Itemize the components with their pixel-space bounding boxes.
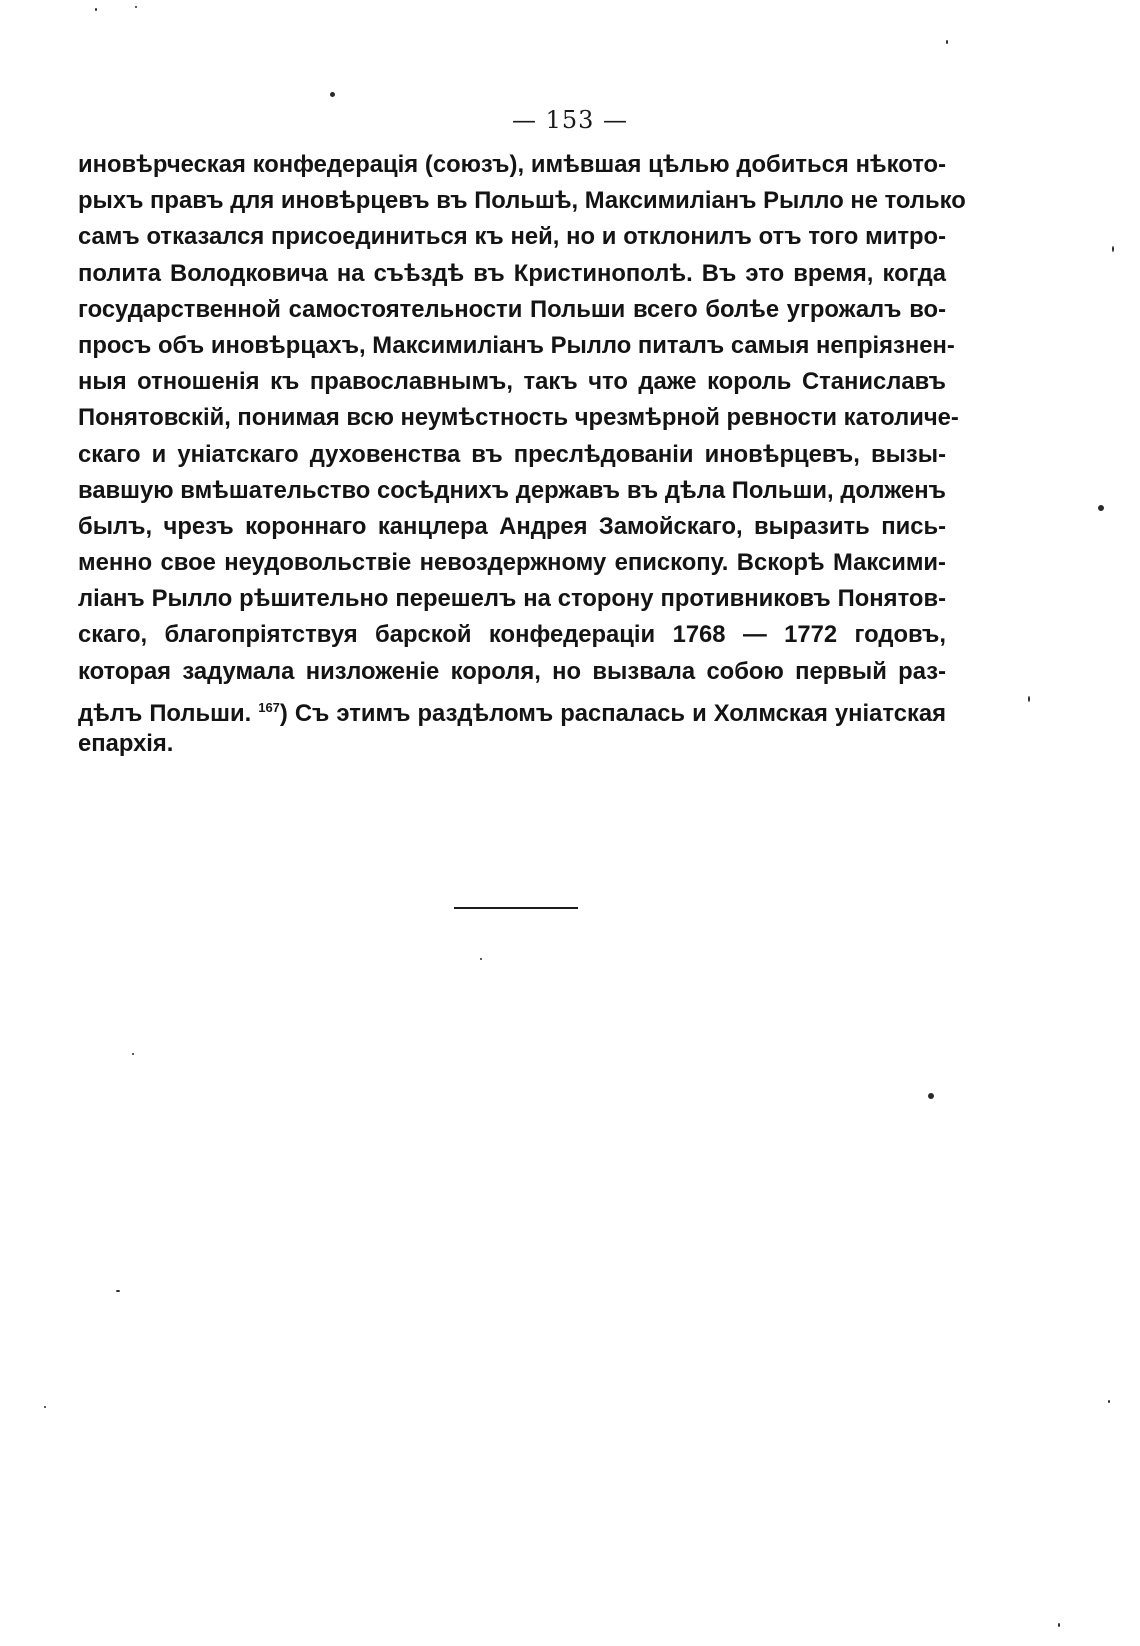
text-line: иновѣрческая конфедерація (союзъ), имѣвшая цѣлью добиться нѣкото-	[78, 151, 946, 178]
text-line: просъ объ иновѣрцахъ, Максимиліанъ Рылло питалъ самыя непріязнен-	[78, 331, 955, 359]
text-line: рыхъ правъ для иновѣрцевъ въ Польшѣ, Максимиліанъ Рылло не только	[78, 187, 966, 215]
text-line-with-footnote	[78, 690, 946, 726]
text-line: менно свое неудовольствіе невоздержному епископу. Вскорѣ Максими-	[78, 549, 946, 577]
scan-speck	[1028, 696, 1030, 702]
text-line: которая задумала низложеніе короля, но вызвала собою первый раз-	[78, 657, 946, 685]
text-line: вавшую вмѣшательство сосѣднихъ державъ въ дѣла Польши, долженъ	[78, 476, 946, 504]
footnote-reference: 167	[258, 699, 280, 715]
scan-speck	[946, 40, 948, 44]
scan-speck	[135, 6, 137, 8]
body-paragraph	[78, 147, 966, 762]
scan-speck	[1112, 246, 1114, 252]
text-line: самъ отказался присоединиться къ ней, но и отклонилъ отъ того митро-	[78, 223, 946, 251]
text-line: ліанъ Рылло рѣшительно перешелъ на сторону противниковъ Понятов-	[78, 585, 946, 613]
scan-speck	[116, 1290, 120, 1292]
text-line: полита Володковича на съѣздѣ въ Кристинополѣ. Въ это время, когда	[78, 259, 946, 287]
line-text-after-footnote: ) Съ этимъ раздѣломъ распалась и Холмская уніатская	[279, 699, 946, 727]
section-end-rule	[454, 907, 578, 909]
text-line-last: епархія.	[78, 730, 174, 757]
scan-speck	[330, 92, 335, 97]
text-line: былъ, чрезъ короннаго канцлера Андрея Замойскаго, выразить пись-	[78, 512, 946, 540]
page-number: — 153 —	[511, 106, 629, 134]
text-line: скаго и уніатскаго духовенства въ преслѣдованіи иновѣрцевъ, вызы-	[78, 440, 946, 468]
scan-speck	[928, 1093, 934, 1099]
scan-speck	[1108, 1400, 1110, 1403]
scan-speck	[95, 8, 97, 11]
scan-speck	[44, 1406, 46, 1408]
text-line: Понятовскій, понимая всю неумѣстность чрезмѣрной ревности католиче-	[78, 404, 959, 432]
line-text-before-footnote: дѣлъ Польши.	[78, 699, 252, 727]
text-line: скаго, благопріятствуя барской конфедераціи 1768 — 1772 годовъ,	[78, 621, 946, 649]
scan-speck	[1098, 505, 1104, 511]
scan-speck	[480, 958, 482, 960]
text-line: ныя отношенія къ православнымъ, такъ что даже король Станиславъ	[78, 368, 946, 396]
scan-speck	[1058, 1623, 1060, 1627]
text-line: государственной самостоятельности Польши всего болѣе угрожалъ во-	[78, 295, 946, 323]
scan-speck	[132, 1053, 134, 1055]
